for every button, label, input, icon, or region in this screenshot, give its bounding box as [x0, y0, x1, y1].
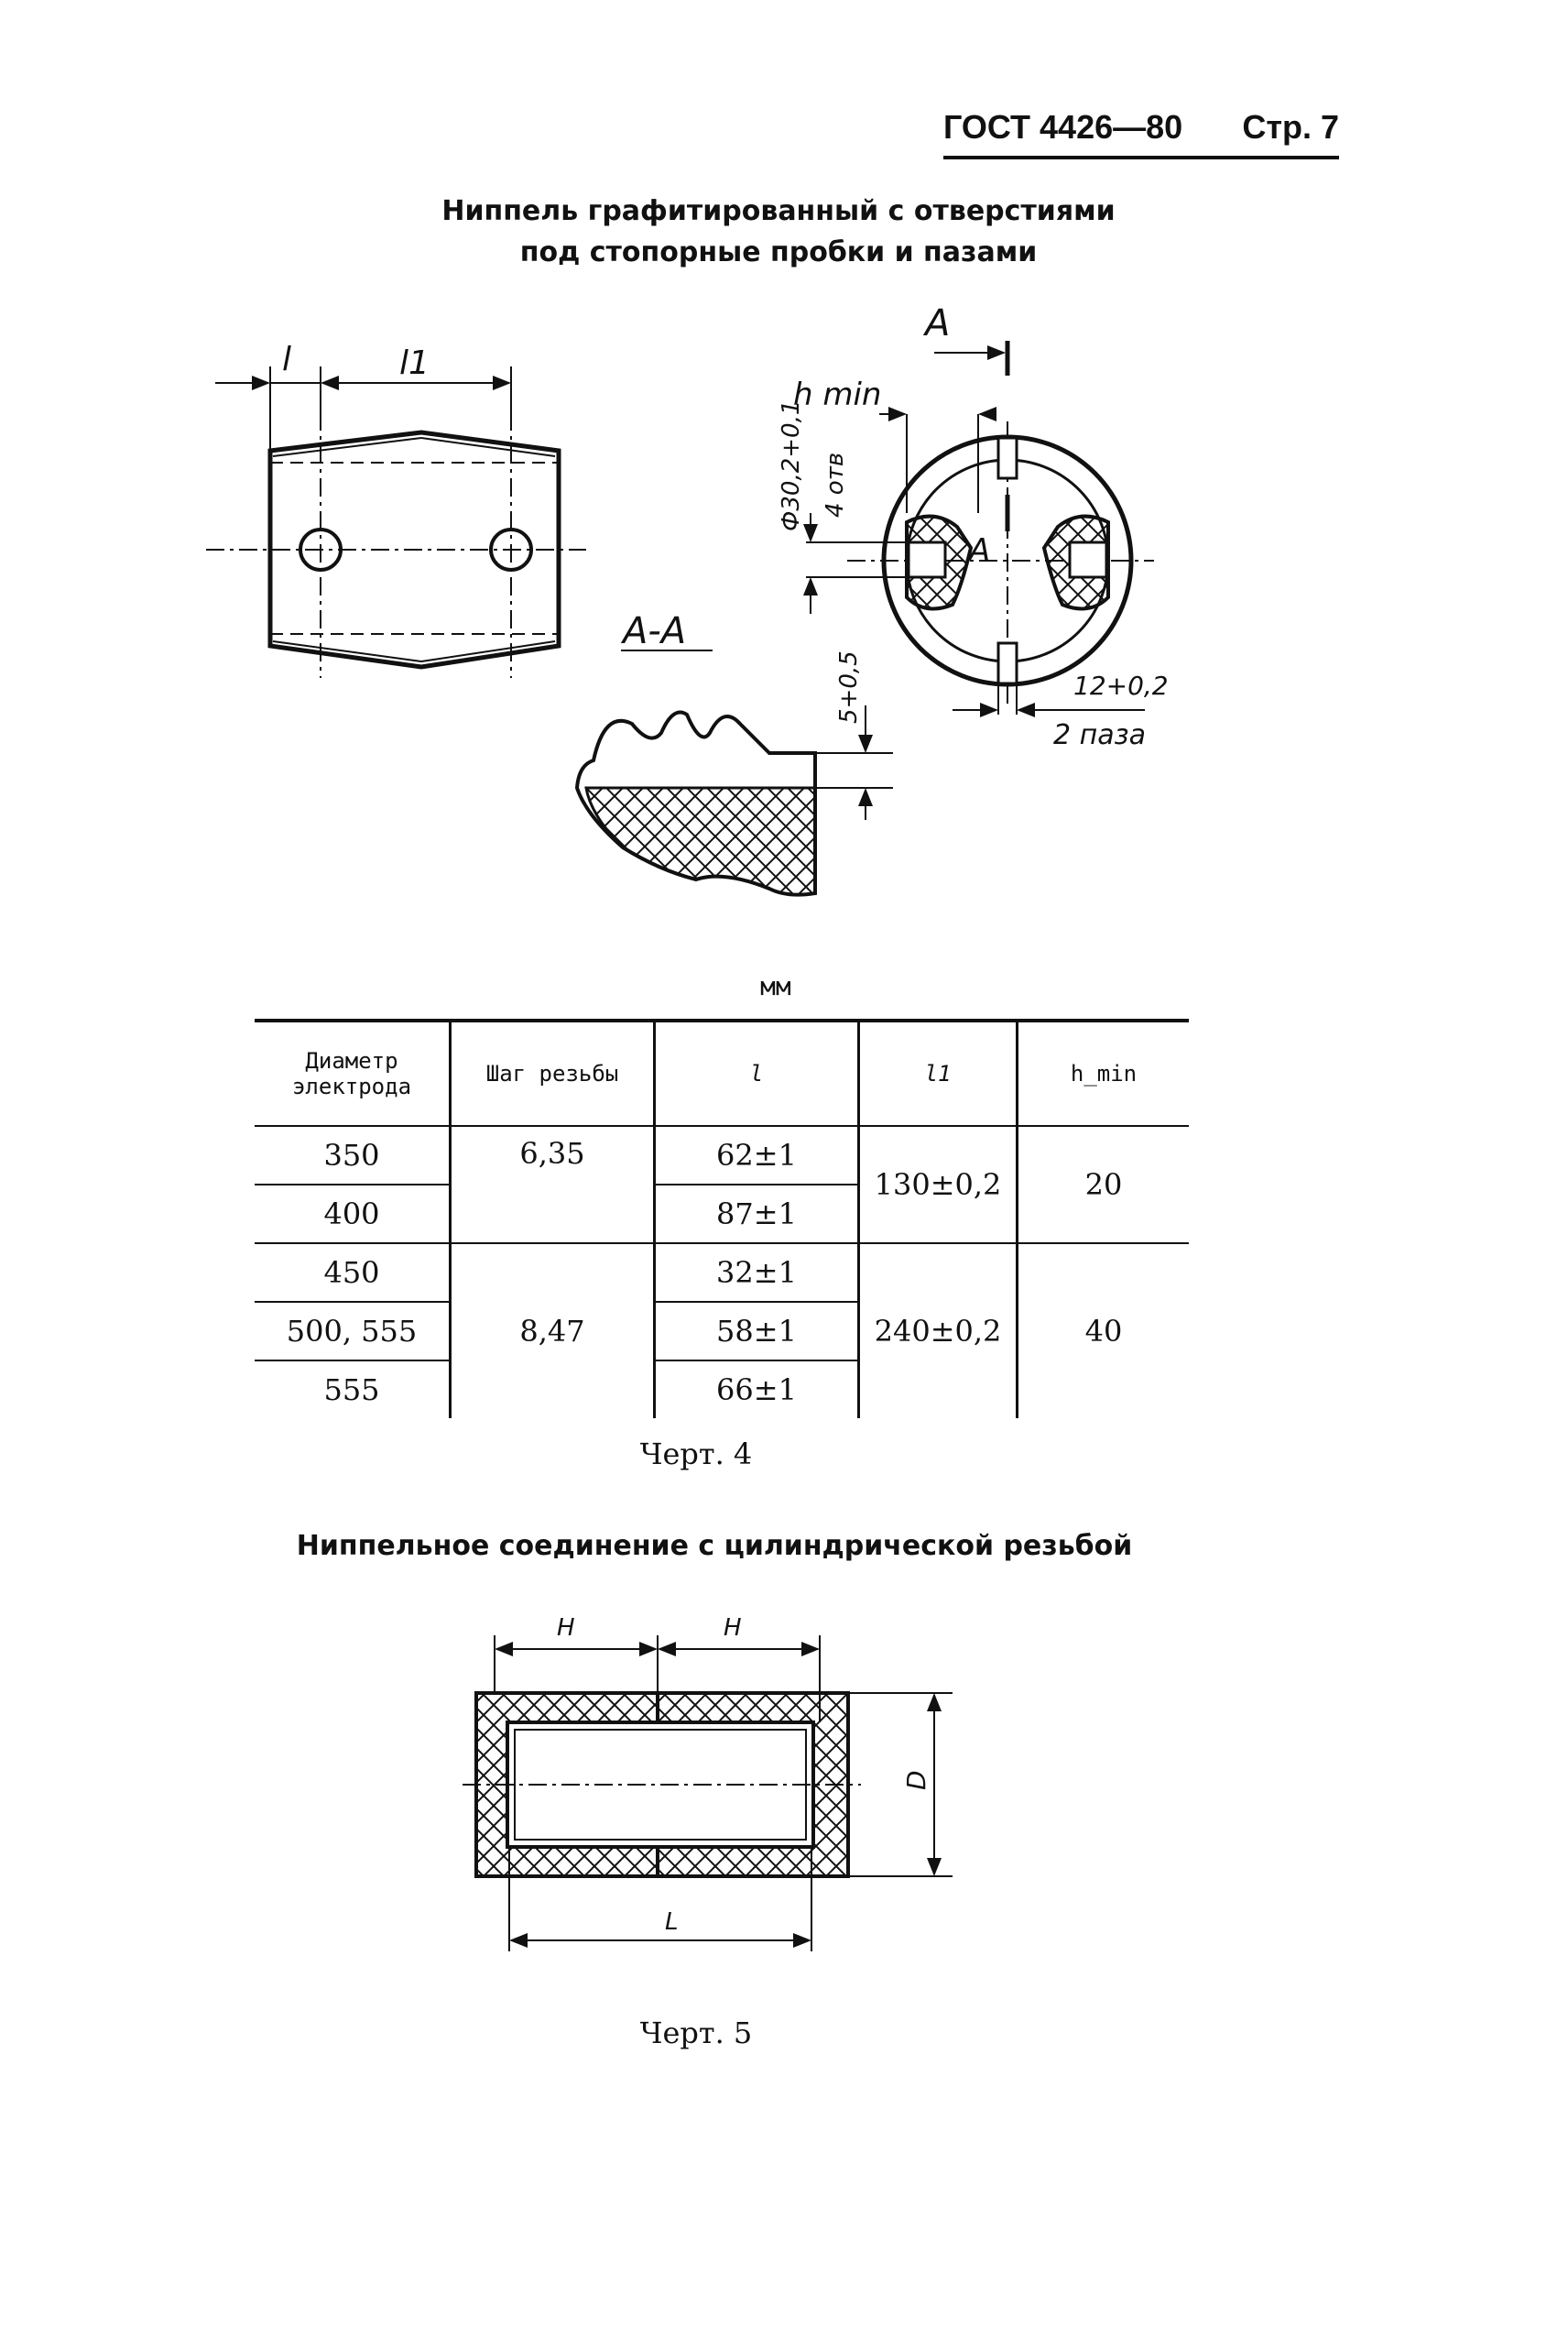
nipple-joint-drawing [0, 1594, 1568, 1979]
slot-width-label: 12+0,2 [1073, 671, 1169, 701]
figure5-caption: Черт. 5 [639, 2016, 753, 2050]
slots-count-label: 2 паза [1053, 719, 1146, 751]
cell-l1: 240±0,2 [859, 1243, 1018, 1418]
dim-L-label: L [665, 1908, 679, 1936]
cell-diameter: 555 [323, 1372, 380, 1407]
table-header-row [255, 1021, 1189, 1126]
page-number: Стр. 7 [1242, 108, 1339, 146]
cell-l: 62±1 [655, 1126, 859, 1185]
standard-number: ГОСТ 4426—80 [943, 108, 1183, 146]
dimensions-table [255, 1019, 1189, 1418]
bore-label: Ф30,2+0,1 [778, 399, 805, 531]
cell-diameter: 350 [255, 1126, 451, 1185]
figure5-title: Ниппельное соединение с цилиндрической резьбой [296, 1530, 1133, 1562]
section-A-label: A [925, 302, 951, 344]
figure4-caption: Черт. 4 [639, 1437, 753, 1471]
col-header: Шаг резьбы [451, 1021, 655, 1126]
cell-l: 87±1 [655, 1185, 859, 1243]
dim-l1-label: l1 [399, 344, 430, 382]
figure4-title: Ниппель графитированный с отверстиями под стопорные пробки и пазами [441, 195, 1116, 268]
col-header: Диаметр электрода [255, 1021, 451, 1126]
cell-diameter: 450 [255, 1243, 451, 1302]
cell-l: 32±1 [655, 1243, 859, 1302]
cell-pitch: 6,35 [451, 1126, 655, 1243]
cell-pitch: 8,47 [451, 1243, 655, 1418]
nipple-side-view [206, 366, 586, 678]
cell-hmin: 40 [1018, 1243, 1190, 1418]
holes-label: 4 отв [822, 452, 849, 518]
table-row [255, 1126, 1189, 1185]
table-row [255, 1243, 1189, 1302]
dim-H-left-label: H [557, 1614, 575, 1642]
section-A-marker: A [969, 532, 991, 569]
col-header: l [655, 1021, 859, 1126]
col-header: h_min [1018, 1021, 1190, 1126]
unit-label: мм [760, 971, 791, 1001]
cell-diameter: 500, 555 [255, 1302, 451, 1360]
cell-diameter: 400 [255, 1185, 451, 1243]
cell-hmin: 20 [1018, 1126, 1190, 1243]
depth-label: 5+0,5 [835, 650, 863, 724]
cell-l1: 130±0,2 [859, 1126, 1018, 1243]
dim-D-label: D [901, 1770, 931, 1790]
cell-l: 58±1 [655, 1302, 859, 1360]
nipple-drawing [0, 0, 1568, 971]
col-header: l1 [859, 1021, 1018, 1126]
cell-l: 66±1 [655, 1360, 859, 1418]
dim-H-right-label: H [724, 1614, 742, 1642]
hmin-label: h min [793, 377, 882, 413]
section-title: А-А [623, 610, 687, 652]
dim-l-label: l [282, 341, 292, 378]
